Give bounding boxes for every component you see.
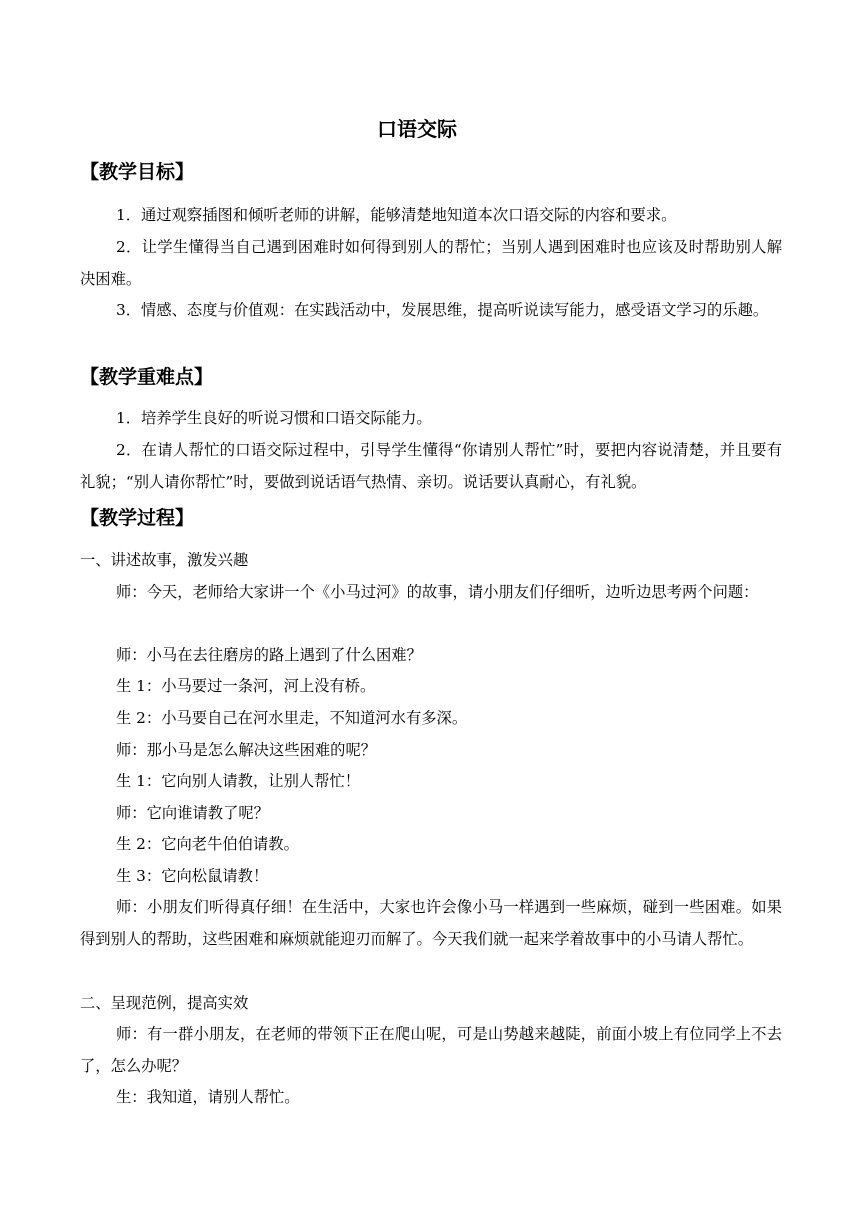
process-subheading: 一、讲述故事，激发兴趣 <box>80 551 249 569</box>
section-heading-process: 【教学过程】 <box>80 507 195 529</box>
goal-item: 1．通过观察插图和倾听老师的讲解，能够清楚地知道本次口语交际的内容和要求。 <box>116 206 677 224</box>
dialogue-line: 师：有一群小朋友，在老师的带领下正在爬山呢，可是山势越来越陡，前面小坡上有位同学上不去了，怎么办呢？ <box>80 1025 782 1075</box>
dialogue-line: 生 3：它向松鼠请教！ <box>116 867 269 885</box>
dialogue-line: 师：小马在去往磨房的路上遇到了什么困难？ <box>116 646 422 664</box>
goal-item: 3．情感、态度与价值观：在实践活动中，发展思维，提高听说读写能力，感受语文学习的乐趣。 <box>116 301 769 319</box>
keypoint-item: 2．在请人帮忙的口语交际过程中，引导学生懂得“你请别人帮忙”时，要把内容说清楚，并且要有礼貌；“别人请你帮忙”时，要做到说话语气热情、亲切。说话要认真耐心，有礼貌。 <box>80 441 782 491</box>
dialogue-line: 师：小朋友们听得真仔细！在生活中，大家也许会像小马一样遇到一些麻烦，碰到一些困难。如果得到别人的帮助，这些困难和麻烦就能迎刃而解了。今天我们就一起来学着故事中的小马请人帮忙。 <box>80 898 782 948</box>
section-heading-keypoints: 【教学重难点】 <box>80 366 214 388</box>
dialogue-line: 生 1：它向别人请教，让别人帮忙！ <box>116 772 361 790</box>
dialogue-line: 师：它向谁请教了呢？ <box>116 804 269 822</box>
document-title: 口语交际 <box>377 117 457 141</box>
dialogue-line: 生 1：小马要过一条河，河上没有桥。 <box>116 677 376 695</box>
keypoint-item: 1．培养学生良好的听说习惯和口语交际能力。 <box>116 409 432 427</box>
goal-item: 2．让学生懂得当自己遇到困难时如何得到别人的帮忙；当别人遇到困难时也应该及时帮助别人解决困难。 <box>80 238 782 288</box>
dialogue-line: 师：今天，老师给大家讲一个《小马过河》的故事，请小朋友们仔细听，边听边思考两个问题： <box>116 583 759 601</box>
dialogue-line: 师：那小马是怎么解决这些困难的呢？ <box>116 741 377 759</box>
dialogue-line: 生 2：它向老牛伯伯请教。 <box>116 835 299 853</box>
process-subheading: 二、呈现范例，提高实效 <box>80 994 249 1012</box>
dialogue-line: 生 2：小马要自己在河水里走，不知道河水有多深。 <box>116 709 468 727</box>
dialogue-line: 生：我知道，请别人帮忙。 <box>116 1088 300 1106</box>
section-heading-goals: 【教学目标】 <box>80 161 195 183</box>
